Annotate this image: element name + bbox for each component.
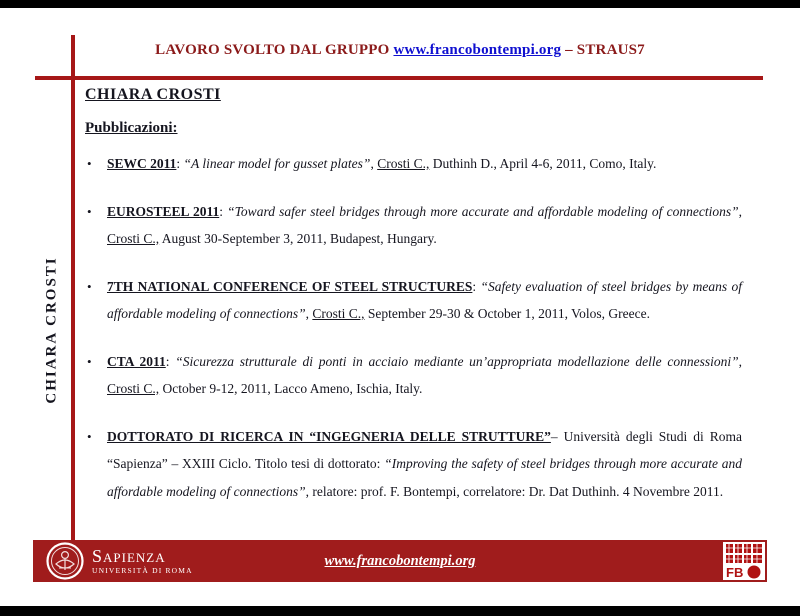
publication-segment: : — [472, 278, 481, 294]
bullet-icon: • — [87, 428, 92, 444]
side-label: CHIARA CROSTI — [43, 256, 60, 404]
publication-segment: 7TH NATIONAL CONFERENCE OF STEEL STRUCTURES — [107, 278, 473, 294]
publication-item — [85, 150, 742, 178]
header-prefix: LAVORO SVOLTO DAL GRUPPO — [155, 42, 394, 58]
publication-item — [85, 273, 742, 328]
publication-segment: : — [165, 353, 176, 369]
publication-item — [85, 348, 742, 403]
footer-link[interactable]: www.francobontempi.org — [324, 553, 476, 569]
horizontal-accent-line — [35, 76, 763, 80]
footer-bar — [33, 540, 767, 582]
publication-segment: EUROSTEEL 2011 — [107, 203, 220, 219]
section-heading: Pubblicazioni: — [85, 120, 178, 136]
bottom-letterbox-bar — [0, 606, 800, 616]
publication-segment: Crosti C., — [312, 306, 365, 321]
publication-segment: Crosti C., — [107, 381, 160, 396]
publication-segment: CTA 2011 — [107, 353, 166, 369]
publication-segment: “Improving the safety of steel bridges through more accurate and affordable modeling of connections” — [107, 456, 742, 499]
publication-item — [85, 198, 742, 253]
publication-segment: Crosti C., — [377, 156, 430, 171]
header-suffix: – STRAUS7 — [561, 42, 645, 58]
publication-segment: , — [305, 306, 313, 321]
publication-segment: Duthinh D., April 4-6, 2011, Como, Italy. — [429, 156, 657, 171]
sapienza-logo-name: Sapienza — [92, 546, 166, 567]
footer-link-wrap — [33, 552, 767, 570]
page-title: CHIARA CROSTI — [85, 86, 221, 103]
publication-segment: , — [738, 353, 742, 369]
publication-segment: SEWC 2011 — [107, 156, 177, 171]
publication-segment: August 30-September 3, 2011, Budapest, Hungary. — [159, 231, 437, 246]
fbo-seal-letters: FB — [726, 565, 744, 580]
bullet-icon: • — [87, 353, 92, 369]
publication-segment: “Sicurezza strutturale di ponti in acciaio mediante un’appropriata modellazione delle connessioni” — [175, 353, 739, 369]
publication-segment: “Safety evaluation of steel bridges by means of affordable modeling of connections” — [107, 278, 742, 321]
publication-segment: – Università degli Studi di Roma “Sapienza” – XXIII Ciclo. Titolo tesi di dottorato: — [107, 428, 742, 471]
publication-item — [85, 423, 742, 506]
publication-segment: September 29-30 & October 1, 2011, Volos, Greece. — [364, 306, 650, 321]
publication-segment: “Toward safer steel bridges through more accurate and affordable modeling of connections” — [227, 203, 739, 219]
bullet-icon: • — [87, 203, 92, 219]
top-letterbox-bar — [0, 0, 800, 8]
fbo-seal-icon — [723, 542, 765, 580]
publication-segment: October 9-12, 2011, Lacco Ameno, Ischia, Italy. — [159, 381, 423, 396]
bullet-icon: • — [87, 278, 92, 294]
publication-segment: , — [738, 203, 742, 219]
sapienza-logo-subtitle: UNIVERSITÀ DI ROMA — [92, 566, 193, 576]
publication-segment: Crosti C., — [107, 231, 160, 246]
publications-list — [85, 150, 742, 525]
publication-segment: : — [176, 156, 184, 171]
publication-segment: : — [219, 203, 228, 219]
header-link[interactable]: www.francobontempi.org — [393, 42, 562, 58]
bullet-icon: • — [87, 156, 92, 171]
vertical-accent-line — [71, 35, 75, 540]
publication-segment: , relatore: prof. F. Bontempi, correlatore: Dr. Dat Duthinh. 4 Novembre 2011. — [305, 483, 724, 499]
publication-segment: “A linear model for gusset plates” — [183, 156, 371, 171]
slide-header — [0, 42, 800, 59]
publication-segment: DOTTORATO DI RICERCA IN “INGEGNERIA DELLE STRUTTURE” — [107, 428, 551, 444]
publication-segment: , — [370, 156, 378, 171]
